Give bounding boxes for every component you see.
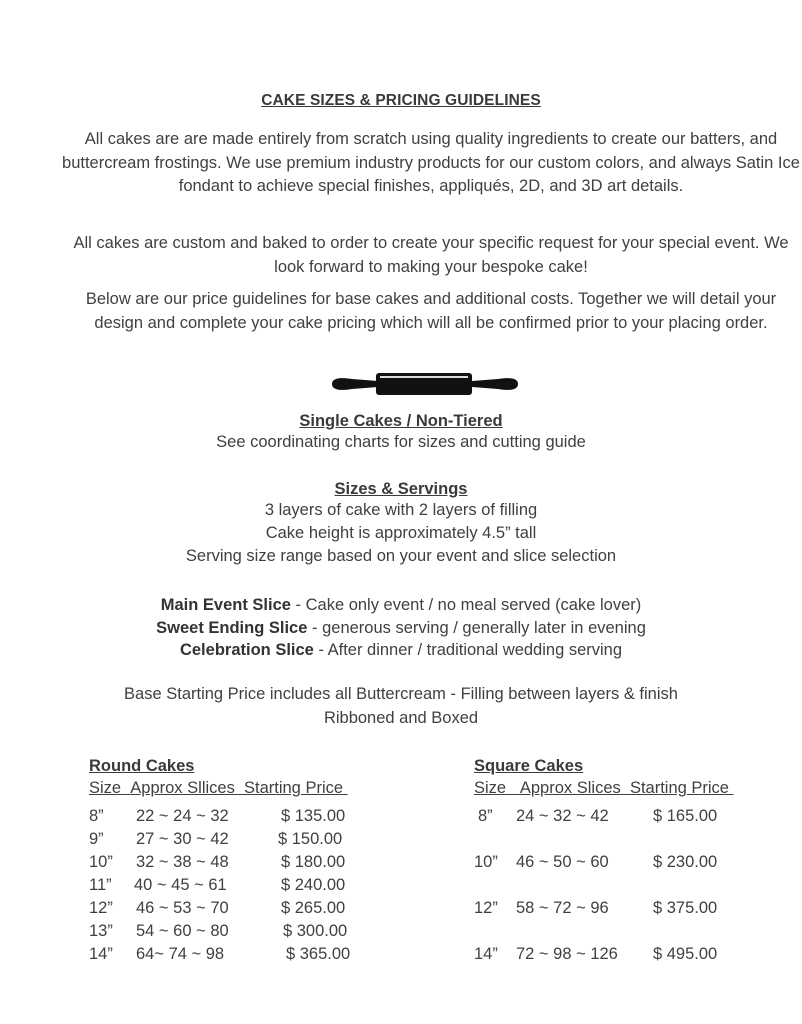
round-cakes-table	[89, 757, 409, 968]
table-row: 11” 40 ~ 45 ~ 61 $ 240.00	[89, 876, 346, 894]
sizes-servings-section	[0, 480, 802, 568]
intro-paragraph-2: All cakes are custom and baked to order to create your specific request for your special event. We look forward to making your bespoke cake!	[73, 234, 789, 276]
single-cakes-section	[0, 412, 802, 454]
slice-type-item: Sweet Ending Slice - generous serving / generally later in evening	[156, 618, 646, 637]
table-row: 12” 46 ~ 53 ~ 70 $ 265.00	[89, 899, 346, 917]
slice-type-item: Main Event Slice - Cake only event / no meal served (cake lover)	[160, 596, 642, 614]
table-row: 9” 27 ~ 30 ~ 42 $ 150.00	[89, 830, 343, 848]
table-row: 13” 54 ~ 60 ~ 80 $ 300.00	[89, 922, 348, 940]
square-cakes-title: Square Cakes	[474, 757, 584, 775]
single-cakes-text: See coordinating charts for sizes and cutting guide	[216, 433, 586, 451]
intro-paragraph-3: Below are our price guidelines for base cakes and additional costs. Together we will detail your design and complete your cake pricing which will all be confirmed prior to your placing order.	[85, 290, 777, 332]
round-cakes-title: Round Cakes	[89, 757, 195, 775]
rolling-pin-icon	[330, 370, 520, 398]
table-row: 12” 58 ~ 72 ~ 96 $ 375.00	[474, 899, 718, 917]
slice-type-item: Celebration Slice - After dinner / traditional wedding serving	[179, 641, 623, 659]
table-row: 8” 22 ~ 24 ~ 32 $ 135.00	[89, 807, 346, 825]
sizes-line: 3 layers of cake with 2 layers of filling	[264, 501, 538, 519]
square-cakes-table	[474, 757, 794, 968]
table-row: 14” 64~ 74 ~ 98 $ 365.00	[89, 945, 351, 963]
page-title: CAKE SIZES & PRICING GUIDELINES	[261, 92, 541, 109]
intro-paragraph-1: All cakes are are made entirely from scratch using quality ingredients to create our batters, and buttercream frostings. We use premium industry products for our custom colors, and always Satin Ice fondant to achieve special finishes, appliqués, 2D, and 3D art details.	[62, 130, 800, 195]
table-header: Size Approx Sllices Starting Price	[89, 779, 344, 797]
slice-types	[0, 594, 802, 662]
sizes-servings-heading: Sizes & Servings	[334, 480, 468, 498]
sizes-line: Serving size range based on your event and slice selection	[185, 547, 617, 565]
table-row: 14” 72 ~ 98 ~ 126 $ 495.00	[474, 945, 718, 963]
base-price-note: Base Starting Price includes all Buttercream - Filling between layers & finish Ribboned and Boxed	[124, 685, 678, 727]
table-row: 10” 46 ~ 50 ~ 60 $ 230.00	[474, 853, 718, 871]
table-row: 10” 32 ~ 38 ~ 48 $ 180.00	[89, 853, 346, 871]
single-cakes-heading: Single Cakes / Non-Tiered	[299, 412, 503, 430]
table-row: 8” 24 ~ 32 ~ 42 $ 165.00	[478, 807, 718, 825]
table-header: Size Approx Slices Starting Price	[474, 779, 729, 797]
sizes-line: Cake height is approximately 4.5” tall	[265, 524, 537, 542]
